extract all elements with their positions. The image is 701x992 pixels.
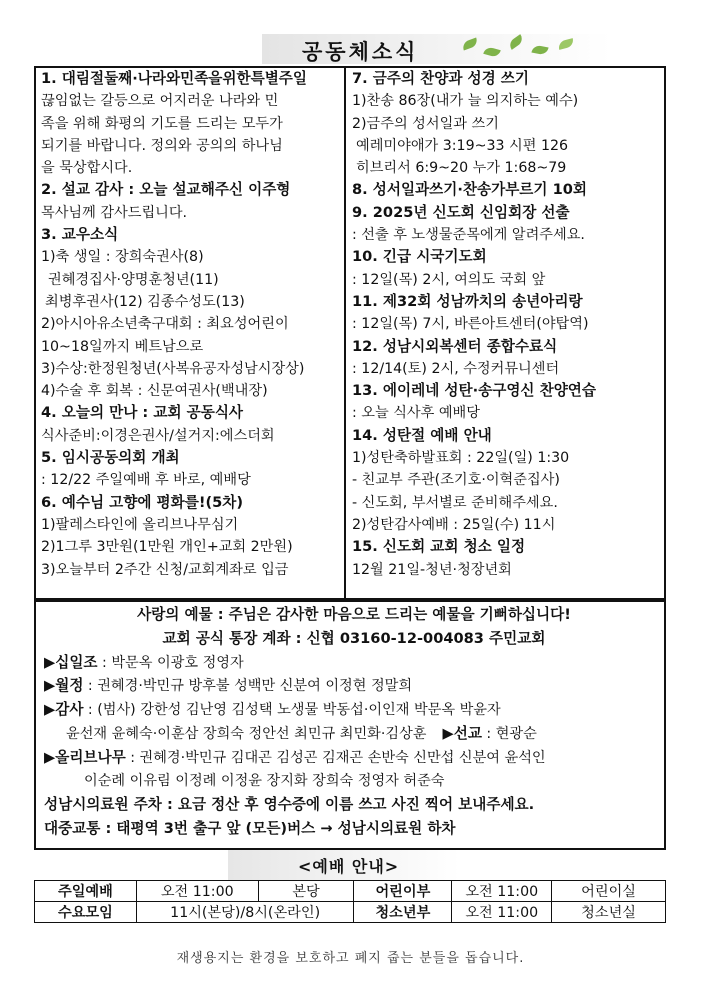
monthly-row: [44, 674, 664, 698]
table-row: [35, 881, 666, 902]
monthly-names: : 권혜경·박민규 방후불 성백만 신분여 이정현 정말희: [83, 678, 413, 695]
olive-row-2: [44, 770, 664, 794]
left-column-line: 1)팔레스타인에 올리브나무심기: [41, 516, 239, 533]
right-column-line: 9. 2025년 신도회 신임회장 선출: [352, 203, 570, 221]
table-cell: 주일예배: [35, 881, 137, 902]
offering-headline: 사랑의 예물 : 주님은 감사한 마음으로 드리는 예물을 기뻐하십니다!: [137, 606, 571, 623]
right-column-line: : 선출 후 노생물준목에게 알려주세요.: [352, 227, 585, 244]
right-column-line: 2)금주의 성서일과 쓰기: [352, 115, 499, 132]
olive-row: [44, 746, 664, 770]
left-column-line: 권혜경집사·양명훈청년(11): [48, 271, 219, 288]
page-title: 공동체소식: [302, 40, 419, 64]
left-column-line: 1. 대림절둘째·나라와민족을위한특별주일: [41, 70, 307, 87]
table-cell: 오전 11:00: [452, 881, 552, 902]
right-column-line: : 12일(목) 7시, 바른아트센터(야탑역): [352, 316, 589, 333]
table-cell: 오전 11:00: [452, 902, 552, 923]
leaf-icon: [531, 45, 548, 56]
left-column-line: 4. 오늘의 만나 : 교회 공동식사: [41, 404, 244, 422]
right-column: [352, 68, 662, 581]
tithe-names: : 박문옥 이광호 정영자: [97, 654, 244, 671]
worship-heading: <예배 안내>: [298, 857, 400, 876]
right-column-line: 2)성탄감사예배 : 25일(수) 11시: [352, 516, 556, 533]
right-column-line: 1)찬송 86장(내가 늘 의지하는 예수): [352, 93, 579, 110]
parking-info: 성남시의료원 주차 : 요금 정산 후 영수증에 이름 쓰고 사진 찍어 보내주세요.: [44, 796, 535, 814]
right-column-line: 12. 성남시외복센터 종합수료식: [352, 337, 558, 355]
table-cell: 수요모임: [35, 902, 137, 923]
thanks-names: : (범사) 강한성 김난영 김성택 노생물 박동섭·이인재 박문옥 박윤자: [83, 702, 501, 719]
left-column-line: 2. 설교 감사 : 오늘 설교해주신 이주형: [41, 181, 291, 199]
table-cell: 청소년실: [552, 902, 666, 923]
right-column-line: 14. 성탄절 예배 안내: [352, 426, 492, 444]
right-column-line: 8. 성서일과쓰기·찬송가부르기 10회: [352, 181, 587, 199]
mission-names: : 현광순: [481, 725, 537, 742]
right-column-line: : 오늘 식사후 예배당: [352, 405, 480, 422]
left-column-line: 을 묵상합시다.: [41, 160, 133, 177]
left-column-line: 목사님께 감사드립니다.: [41, 204, 188, 221]
table-cell: 청소년부: [354, 902, 452, 923]
column-divider: [344, 66, 346, 602]
right-column-line: : 12/14(토) 2시, 수정커뮤니센터: [352, 360, 560, 377]
olive-names-2: 이순례 이유림 이정례 이정윤 장지화 장희숙 정영자 허준숙: [84, 772, 445, 789]
right-column-line: 1)성탄축하발표회 : 22일(일) 1:30: [352, 450, 570, 467]
title-banner: [262, 34, 612, 64]
mission-label: ▶선교: [442, 724, 482, 742]
left-column-line: : 12/22 주일예배 후 바로, 예배당: [41, 472, 251, 489]
tithe-row: [44, 651, 664, 675]
table-cell: 11시(본당)/8시(온라인): [136, 902, 354, 923]
leaf-icon: [461, 38, 479, 51]
thanks-label: ▶감사: [44, 701, 84, 719]
right-column-line: 11. 제32회 성남까치의 송년아리랑: [352, 292, 583, 310]
left-column-line: 3)오늘부터 2주간 신청/교회계좌로 입금: [41, 561, 289, 578]
left-column-line: 2)아시아유소년축구대회 : 최요성어린이: [41, 316, 289, 333]
thanks-row-2: [44, 722, 664, 746]
left-column-line: 족을 위해 화평의 기도를 드리는 모두가: [41, 115, 283, 132]
left-column-line: 3)수상:한정원청년(사복유공자성남시장상): [41, 360, 305, 377]
table-cell: 오전 11:00: [136, 881, 258, 902]
right-column-line: 7. 금주의 찬양과 성경 쓰기: [352, 70, 529, 87]
right-column-line: 예레미야애가 3:19~33 시편 126: [356, 137, 569, 154]
left-column-line: 2)1그루 3만원(1만원 개인+교회 2만원): [41, 539, 293, 556]
table-cell: 어린이실: [552, 881, 666, 902]
right-column-line: - 친교부 주관(조기호·이혁준집사): [352, 472, 560, 489]
leaf-icon: [507, 34, 525, 50]
worship-schedule-table: [34, 880, 666, 923]
tithe-label: ▶십일조: [44, 653, 98, 671]
thanks-names-2: 윤선재 윤혜숙·이훈삼 장희숙 정안선 최민규 최민화·김상훈: [66, 725, 427, 742]
table-row: [35, 902, 666, 923]
left-column-line: 식사준비:이경은권사/설거지:에스더회: [41, 427, 275, 444]
leaf-icon: [483, 46, 501, 58]
right-column-line: 13. 에이레네 성탄·송구영신 찬양연습: [352, 382, 597, 400]
right-column-line: 15. 신도회 교회 청소 일정: [352, 538, 526, 556]
table-cell: 본당: [258, 881, 354, 902]
left-column-line: 3. 교우소식: [41, 226, 119, 244]
account-info: 교회 공식 통장 계좌 : 신협 03160-12-004083 주민교회: [162, 629, 546, 647]
leaf-icon: [557, 38, 575, 50]
left-column-line: 최병후권사(12) 김종수성도(13): [45, 293, 245, 310]
left-column-line: 되기를 바랍니다. 정의와 공의의 하나님: [41, 137, 283, 154]
left-column-line: 5. 임시공동의회 개최: [41, 449, 180, 467]
right-column-line: 10. 긴급 시국기도회: [352, 248, 487, 266]
left-column-line: 1)축 생일 : 장희숙권사(8): [41, 249, 204, 266]
right-column-line: 히브리서 6:9~20 누가 1:68~79: [356, 160, 567, 177]
right-column-line: : 12일(목) 2시, 여의도 국회 앞: [352, 271, 546, 288]
left-column-line: 끊임없는 갈등으로 어지러운 나라와 민: [41, 93, 279, 110]
left-column-line: 6. 예수님 고향에 평화를!(5차): [41, 493, 244, 511]
monthly-label: ▶월정: [44, 677, 84, 695]
transit-info: 대중교통 : 태평역 3번 출구 앞 (모든)버스 → 성남시의료원 하차: [44, 820, 456, 838]
right-column-line: 12월 21일-청년·청장년회: [352, 561, 512, 578]
offering-section: [44, 603, 664, 841]
worship-heading-banner: [228, 850, 460, 880]
right-column-line: - 신도회, 부서별로 준비해주세요.: [352, 494, 558, 511]
left-column-line: 4)수술 후 회복 : 신문여권사(백내장): [41, 383, 268, 400]
footer-note: 재생용지는 환경을 보호하고 폐지 줍는 분들을 돕습니다.: [176, 951, 525, 966]
left-column-line: 10~18일까지 베트남으로: [41, 338, 204, 355]
olive-label: ▶올리브나무: [44, 748, 126, 766]
left-column: [41, 68, 341, 581]
table-cell: 어린이부: [354, 881, 452, 902]
olive-names: : 권혜경·박민규 김대곤 김성곤 김재곤 손반숙 신만섭 신분여 윤석인: [125, 749, 546, 766]
thanks-row: [44, 698, 664, 722]
